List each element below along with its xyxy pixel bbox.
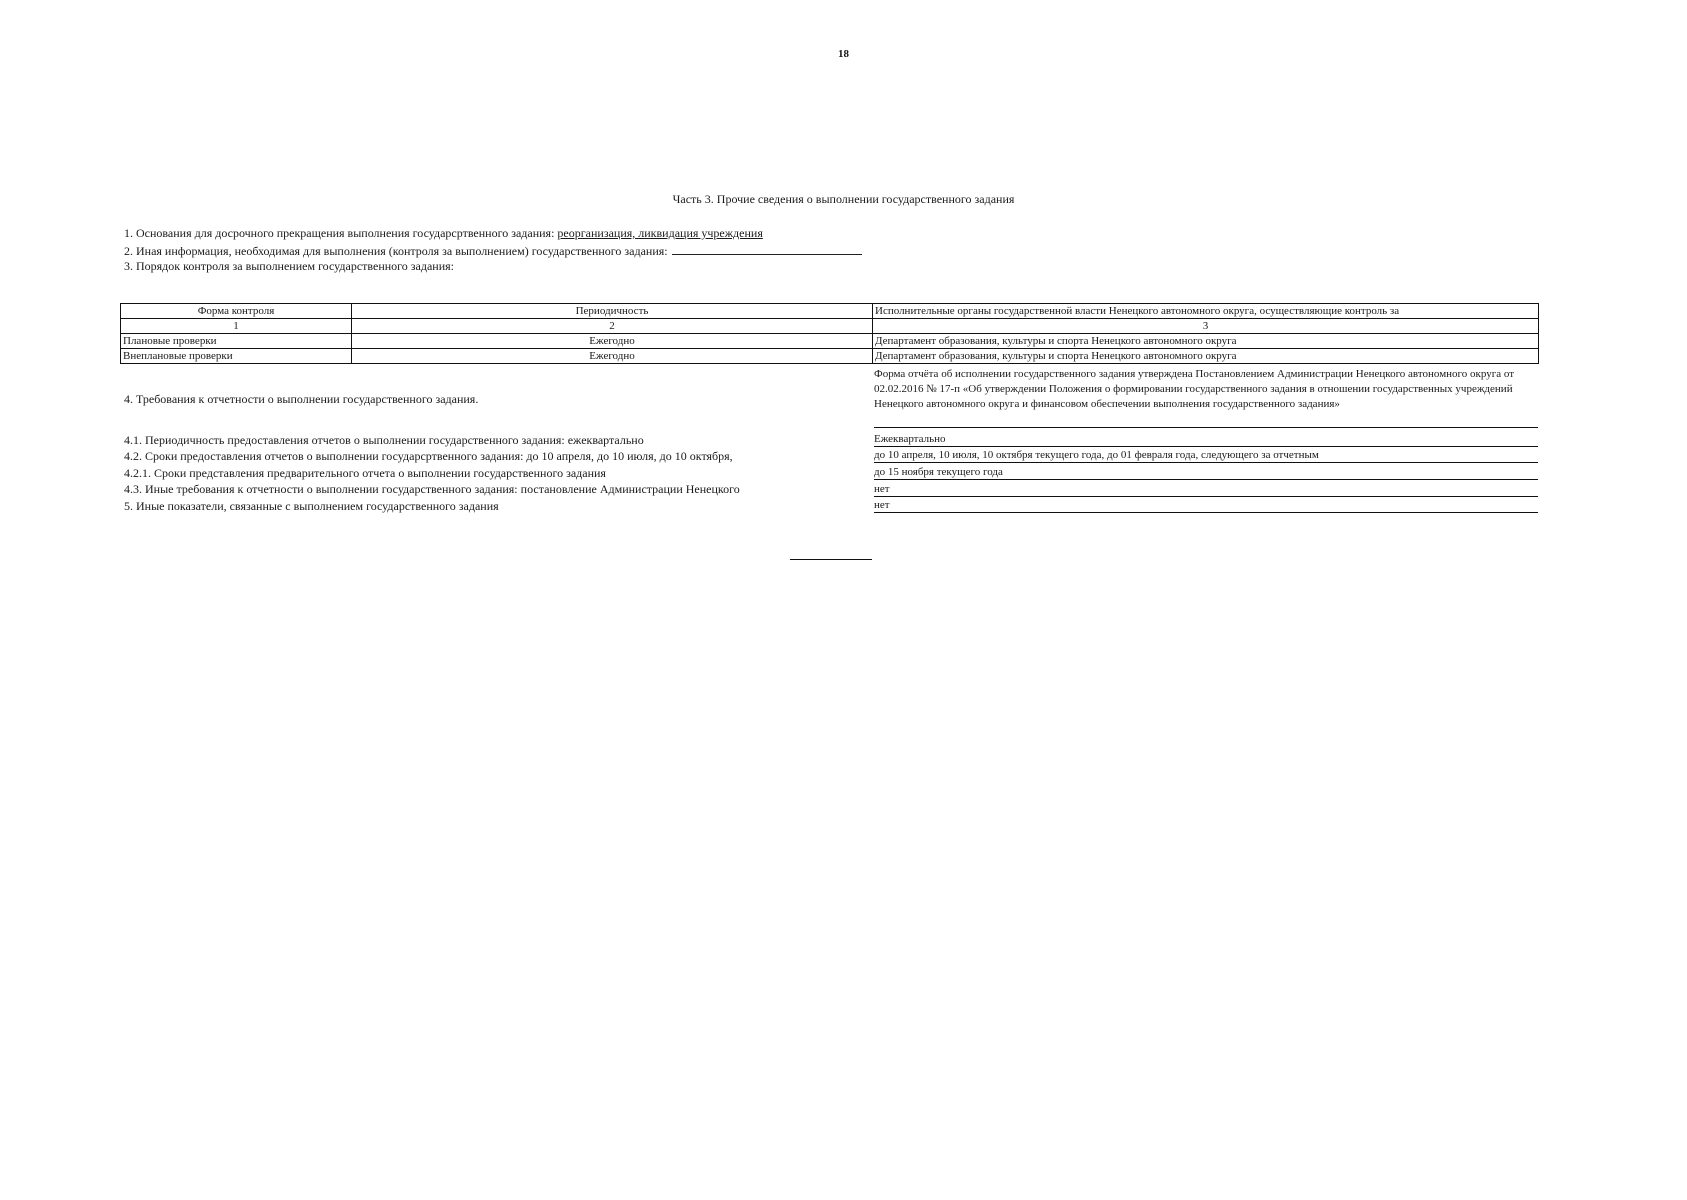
report-deadlines-value: до 10 апреля, 10 июля, 10 октября текущего года, до 01 февраля года, следующего за отчетным	[874, 448, 1538, 463]
header-form: Форма контроля	[121, 304, 352, 319]
table-row	[121, 349, 1539, 364]
early-termination-label: 1. Основания для досрочного прекращения выполнения государсртвенного задания:	[124, 226, 555, 240]
other-indicators-label: 5. Иные показатели, связанные с выполнением государственного задания	[124, 499, 499, 513]
report-deadlines-label: 4.2. Сроки предоставления отчетов о выполнении государсртвенного задания: до 10 апреля, до 10 июля, до 10 октября,	[124, 449, 733, 463]
part-title: Часть 3. Прочие сведения о выполнении государственного задания	[672, 192, 1015, 206]
early-termination-line	[124, 226, 763, 241]
other-info-blank	[672, 243, 862, 255]
row-form: Плановые проверки	[121, 334, 352, 349]
row-period: Ежегодно	[352, 349, 873, 364]
reporting-requirements-label: 4. Требования к отчетности о выполнении государственного задания.	[124, 392, 479, 406]
row-form: Внеплановые проверки	[121, 349, 352, 364]
header-organ: Исполнительные органы государственной власти Ненецкого автономного округа, осуществляющие контроль за	[873, 304, 1539, 319]
table-number-row	[121, 319, 1539, 334]
row-organ: Департамент образования, культуры и спорта Ненецкого автономного округа	[873, 334, 1539, 349]
other-indicators-value: нет	[874, 498, 1538, 513]
table-row	[121, 334, 1539, 349]
column-number: 3	[873, 319, 1539, 334]
other-requirements-label: 4.3. Иные требования к отчетности о выполнении государственного задания: постановление Администрации Ненецкого	[124, 482, 740, 496]
row-period: Ежегодно	[352, 334, 873, 349]
preliminary-report-label: 4.2.1. Сроки представления предварительного отчета о выполнении государственного задания	[124, 466, 606, 480]
report-periodicity-label: 4.1. Периодичность предоставления отчетов о выполнении государственного задания: ежеквартально	[124, 433, 644, 447]
other-info-line	[124, 243, 862, 259]
end-separator	[790, 559, 872, 560]
report-periodicity-value: Ежеквартально	[874, 432, 1538, 447]
column-number: 2	[352, 319, 873, 334]
control-order-line	[124, 259, 454, 274]
reporting-form-value: Форма отчёта об исполнении государственного задания утверждена Постановлением Администрации Ненецкого автономного округа от 02.02.2016 № 17-п «Об утверждении Положения о формировании государственного задания в отношении государственных учреждений Ненецкого автономного округа и финансовом обеспечении выполнения государственного задания»	[874, 367, 1538, 428]
header-period: Периодичность	[352, 304, 873, 319]
control-order-label: 3. Порядок контроля за выполнением государственного задания:	[124, 259, 454, 273]
preliminary-report-value: до 15 ноября текущего года	[874, 465, 1538, 480]
page-number: 18	[838, 48, 849, 60]
early-termination-value: реорганизация, ликвидация учреждения	[557, 226, 763, 240]
row-organ: Департамент образования, культуры и спорта Ненецкого автономного округа	[873, 349, 1539, 364]
other-requirements-value: нет	[874, 482, 1538, 497]
other-info-label: 2. Иная информация, необходимая для выполнения (контроля за выполнением) государственного задания:	[124, 244, 668, 258]
column-number: 1	[121, 319, 352, 334]
control-table	[120, 303, 1539, 364]
table-header-row	[121, 304, 1539, 319]
